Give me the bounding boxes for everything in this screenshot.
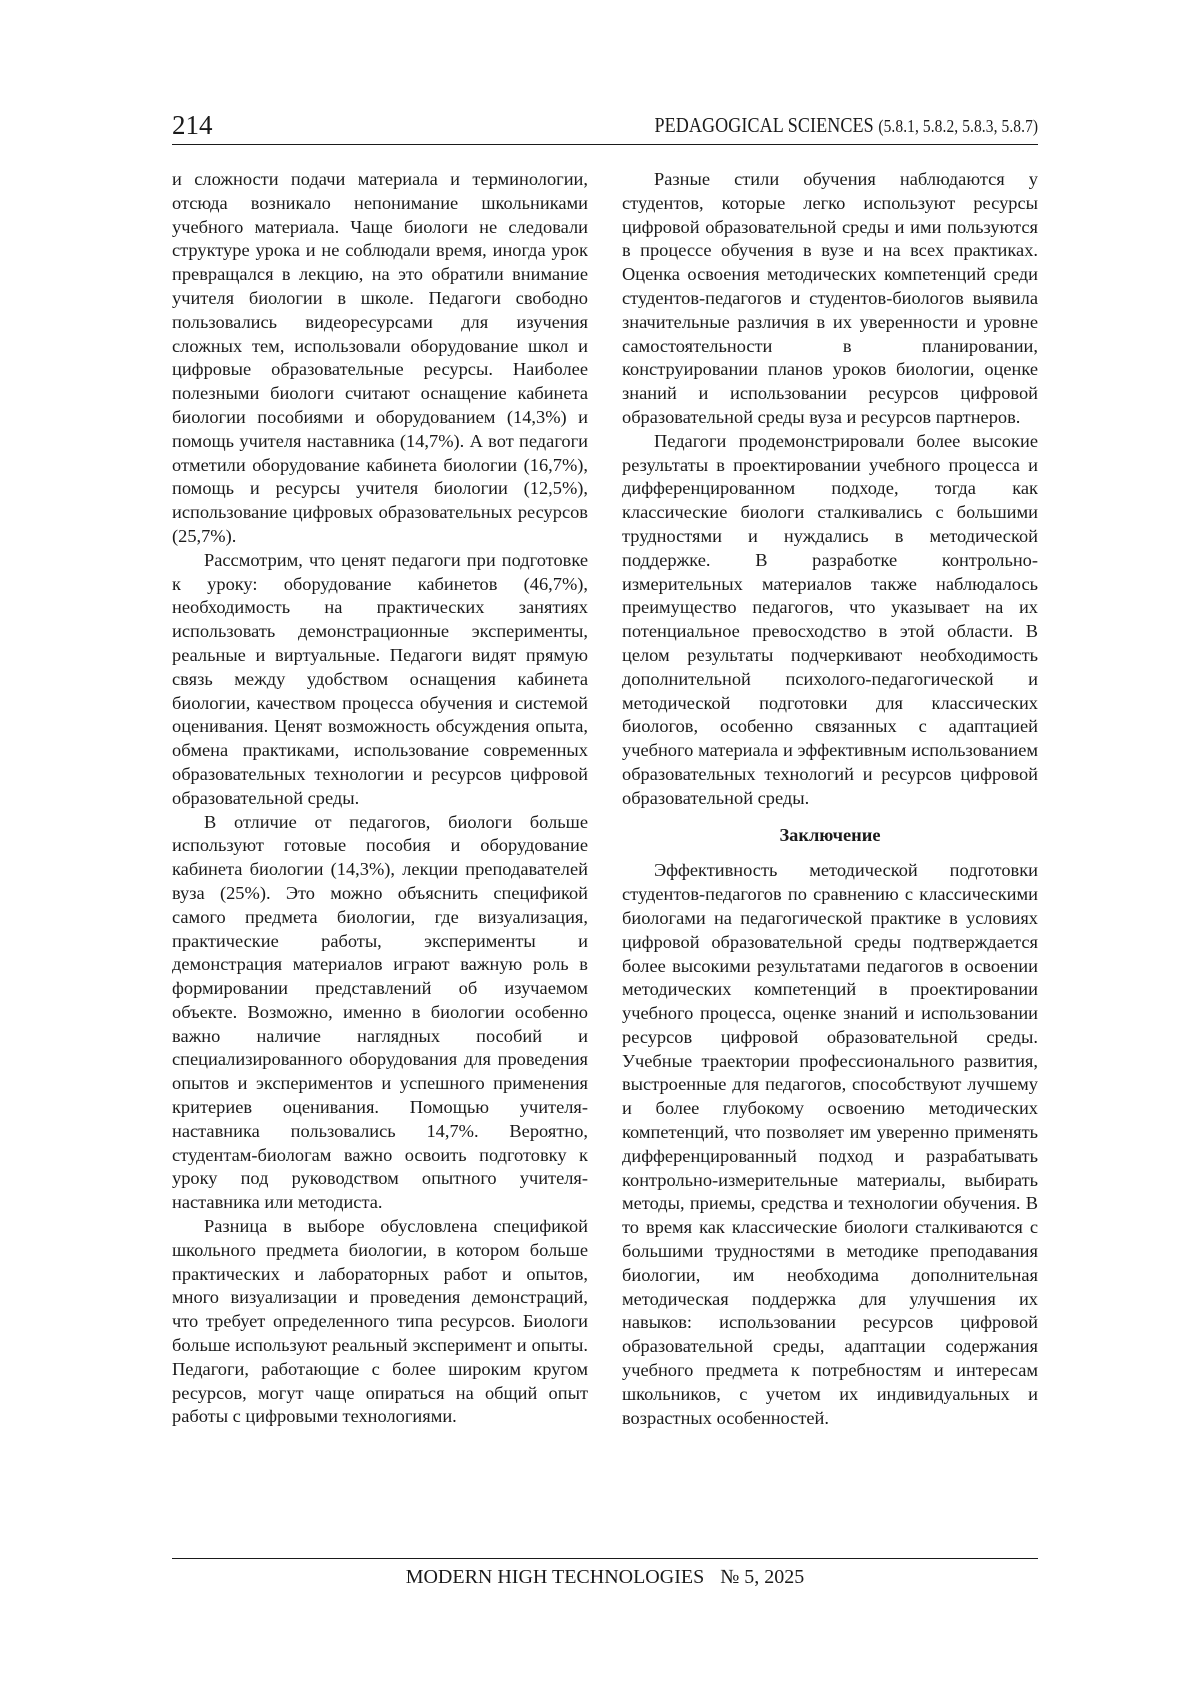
issue-number: № 5, 2025 (720, 1566, 805, 1588)
right-column (622, 168, 1038, 1430)
left-column (172, 168, 588, 1429)
section-name: PEDAGOGICAL SCIENCES (654, 113, 874, 137)
paragraph: Разные стили обучения наблюдаются у студентов, которые легко используют ресурсы цифровой образовательной среды и ими пользуются в процессе обучения в вузе и на всех практиках. Оценка освоения методических компетенций среди студентов-педагогов и студентов-биологов выявила значительные различия в их уверенности и уровне самостоятельности в планировании, конструировании планов уроков биологии, оценке знаний и использовании ресурсов цифровой образовательной среды вуза и ресурсов партнеров. (622, 169, 1038, 427)
conclusion-heading: Заключение (779, 824, 881, 845)
running-footer (172, 1558, 1038, 1591)
running-header (172, 106, 1038, 145)
paragraph: Эффективность методической подготовки студентов-педагогов по сравнению с классическими биологами на педагогической практике в условиях цифровой образовательной среды подтверждается более высокими результатами педагогов в освоении методических компетенций в проектировании учебного процесса, оценке знаний и использовании ресурсов цифровой образовательной среды. Учебные траектории профессионального развития, выстроенные для педагогов, способствуют лучшему и более глубокому освоению методических компетенций, что позволяет им уверенно применять дифференцированный подход и разрабатывать контрольно-измерительные материалы, выбирать методы, приемы, средства и технологии обучения. В то время как классические биологи сталкиваются с большими трудностями в методике преподавания биологии, им необходима дополнительная методическая поддержка для улучшения их навыков: использовании ресурсов цифровой образовательной среды, адаптации содержания учебного предмета к потребностям и интересам школьников, с учетом их индивидуальных и возрастных особенностей. (622, 860, 1038, 1428)
journal-name: MODERN HIGH TECHNOLOGIES (405, 1566, 705, 1588)
paragraph: Разница в выборе обусловлена спецификой школьного предмета биологии, в котором больше практических и лабораторных работ и опытов, много визуализации и проведения демонстраций, что требует определенного типа ресурсов. Биологи больше используют реальный эксперимент и опыты. Педагоги, работающие с более широким кругом ресурсов, могут чаще опираться на общий опыт работы с цифровыми технологиями. (172, 1216, 588, 1427)
page-number: 214 (172, 110, 213, 140)
section-codes: (5.8.1, 5.8.2, 5.8.3, 5.8.7) (878, 116, 1038, 136)
paragraph: В отличие от педагогов, биологи больше используют готовые пособия и оборудование кабинета биологии (14,3%), лекции преподавателей вуза (25%). Это можно объяснить спецификой самого предмета биологии, где визуализация, практические работы, эксперименты и демонстрация материалов играют важную роль в формировании представлений об изучаемом объекте. Возможно, именно в биологии особенно важно наличие наглядных пособий и специализированного оборудования для проведения опытов и экспериментов и успешного применения критериев оценивания. Помощью учителя-наставника пользовались 14,7%. Вероятно, студентам-биологам важно освоить подготовку к уроку под руководством опытного учителя-наставника или методиста. (172, 811, 588, 1213)
journal-section-title (654, 108, 1038, 143)
paragraph: и сложности подачи материала и терминологии, отсюда возникало непонимание школьниками учебного материала. Чаще биологи не следовали структуре урока и не соблюдали время, иногда урок превращался в лекцию, на это обратили внимание учителя биологии в школе. Педагоги свободно пользовались видеоресурсами для изучения сложных тем, использовали оборудование школ и цифровые образовательные ресурсы. Наиболее полезными биологи считают оснащение кабинета биологии пособиями и оборудованием (14,3%) и помощь учителя наставника (14,7%). А вот педагоги отметили оборудование кабинета биологии (16,7%), помощь и ресурсы учителя биологии (12,5%), использование цифровых образовательных ресурсов (25,7%). (172, 169, 588, 546)
paragraph: Педагоги продемонстрировали более высокие результаты в проектировании учебного процесса и дифференцированном подходе, тогда как классические биологи сталкивались с большими трудностями и нуждались в методической поддержке. В разработке контрольно-измерительных материалов также наблюдалось преимущество педагогов, что указывает на их потенциальное превосходство в этой области. В целом результаты подчеркивают необходимость дополнительной психолого-педагогической и методической подготовки для классических биологов, особенно связанных с адаптацией учебного материала и эффективным использованием образовательных технологий и ресурсов цифровой образовательной среды. (622, 430, 1038, 808)
paragraph: Рассмотрим, что ценят педагоги при подготовке к уроку: оборудование кабинетов (46,7%), необходимость на практических занятиях использовать демонстрационные эксперименты, реальные и виртуальные. Педагоги видят прямую связь между удобством оснащения кабинета биологии, качеством процесса обучения и системой оценивания. Ценят возможность обсуждения опыта, обмена практиками, использование современных образовательных технологии и ресурсов цифровой образовательной среды. (172, 549, 588, 808)
